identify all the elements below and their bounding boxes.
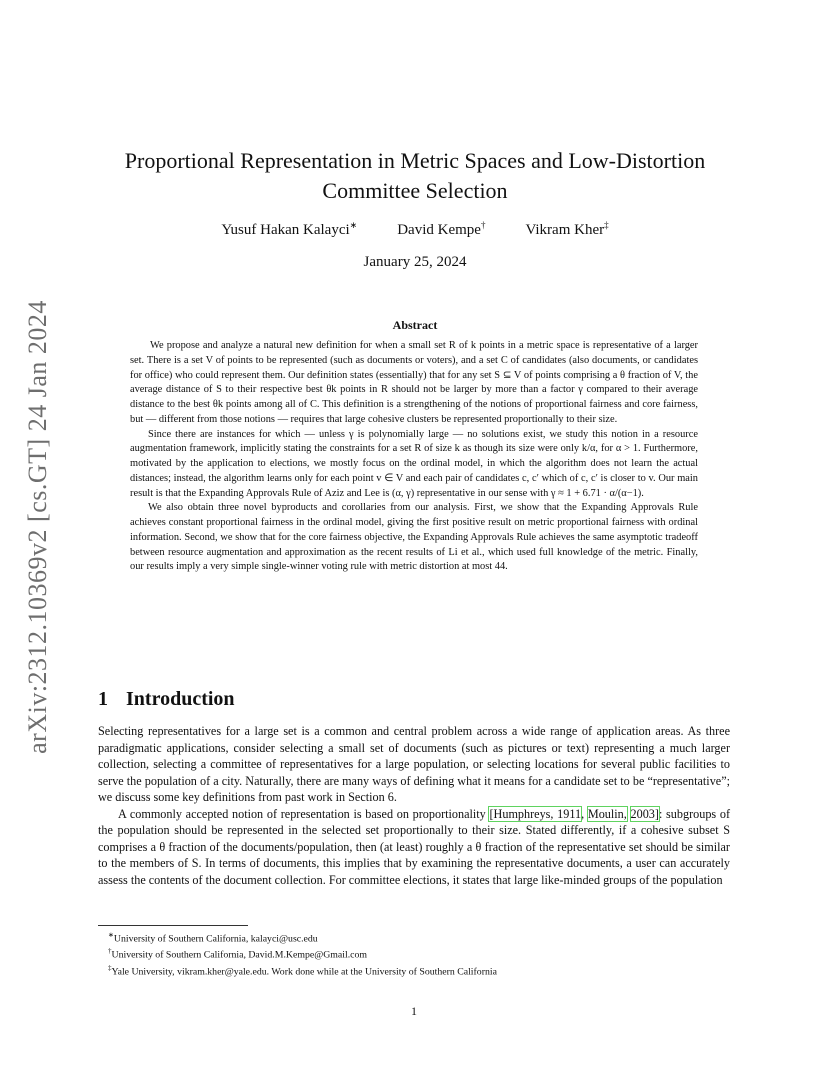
citation-link[interactable]: Moulin,: [587, 806, 627, 821]
author: Vikram Kher‡: [525, 220, 609, 238]
author: Yusuf Hakan Kalayci∗: [221, 220, 358, 238]
abstract-body: [130, 339, 698, 575]
footnote: †University of Southern California, David.M.Kempe@Gmail.com: [108, 947, 368, 961]
page-number: 1: [411, 1004, 417, 1018]
introduction-body: [98, 723, 730, 888]
arxiv-identifier-stamp: arXiv:2312.10369v2 [cs.GT] 24 Jan 2024: [23, 300, 52, 754]
abstract-paragraph: We propose and analyze a natural new definition for when a small set R of k points in a metric space is representative of a larger set. There is a set V of points to be represented (such as documents or voters), and a set C of candidates (also documents, or candidates for office) who could represent them. Our definition states (essentially) that for any set S ⊆ V of points comprising a θ fraction of V, the average distance of S to their respective best θk points in R should not be larger by more than a factor γ compared to their average distance to the best θk points among all of C. This definition is a strengthening of the notions of proportional fairness and core fairness, but — different from those notions — requires that large cohesive clusters be represented proportionally to their size.: [130, 340, 698, 425]
section-title: Introduction: [126, 688, 235, 710]
author-footnote-mark: ‡: [604, 220, 609, 230]
abstract-paragraph: We also obtain three novel byproducts and corollaries from our analysis. First, we show that the Expanding Approvals Rule achieves constant proportional fairness in the ordinal model, giving the first positive result on metric proportional fairness with ordinal information. Second, we show that for the core fairness objective, the Expanding Approvals Rule achieves the same asymptotic tradeoff between resource augmentation and approximation as the recent results of Li et al., which used full knowledge of the metric. Finally, our results imply a very simple single-winner voting rule with metric distortion at most 44.: [130, 502, 698, 573]
author-footnote-mark: ∗: [349, 220, 358, 230]
citation-link[interactable]: [Humphreys, 1911: [489, 806, 582, 821]
paper-title: Proportional Representation in Metric Spaces and Low-Distortion Committee Selection: [124, 148, 706, 203]
footnote: ‡Yale University, vikram.kher@yale.edu. Work done while at the University of Southern California: [108, 963, 497, 978]
citation-link[interactable]: 2003]: [630, 806, 659, 821]
footnote-divider: [98, 925, 248, 926]
paper-date: January 25, 2024: [363, 254, 467, 270]
abstract-heading: Abstract: [392, 318, 438, 332]
author: David Kempe†: [397, 220, 486, 238]
footnotes: [108, 929, 708, 978]
body-paragraph: Selecting representatives for a large set is a common and central problem across a wide range of application areas. As three paradigmatic applications, consider selecting a small set of documents (such as pictures or text) representing a much larger collection, selecting a committee of representatives for a large population, or selecting locations for several public facilities to serve the population of a city. Naturally, there are many ways of defining what it means for a candidate set to be “representative”; we discuss some key definitions from past work in Section 6.: [98, 724, 730, 804]
abstract-paragraph: Since there are instances for which — unless γ is polynomially large — no solutions exist, we study this notion in a resource augmentation framework, implicitly stating the constraints for a set R of size k as though its size were only k/α, for α > 1. Furthermore, motivated by the application to elections, we mostly focus on the ordinal model, in which the algorithm does not learn the actual distances; instead, the algorithm learns only for each point v ∈ V and each pair of candidates c, c′ which of c, c′ is closer to v. Our main result is that the Expanding Approvals Rule of Aziz and Lee is (α, γ) representative in our sense with γ ≈ 1 + 6.71 · α/(α−1).: [130, 428, 698, 499]
author-footnote-mark: †: [480, 220, 486, 230]
author-list: [140, 220, 690, 239]
section-heading: [98, 688, 498, 711]
body-paragraph: A commonly accepted notion of representation is based on proportionality [Humphreys, 1911, Moulin, 2003]: subgroups of the population should be represented in the selected set proportionally to their size. Stated differently, if a cohesive subset S comprises a θ fraction of the documents/population, then (at least) roughly a θ fraction of the representative set should be similar to the members of S. In terms of documents, this implies that by examining the representative documents, a user can accurately assess the contents of the document collection. For committee elections, it states that large like-minded groups of the population: [98, 806, 731, 887]
section-number: 1: [98, 688, 108, 710]
footnote: ∗University of Southern California, kalayci@usc.edu: [108, 931, 318, 945]
